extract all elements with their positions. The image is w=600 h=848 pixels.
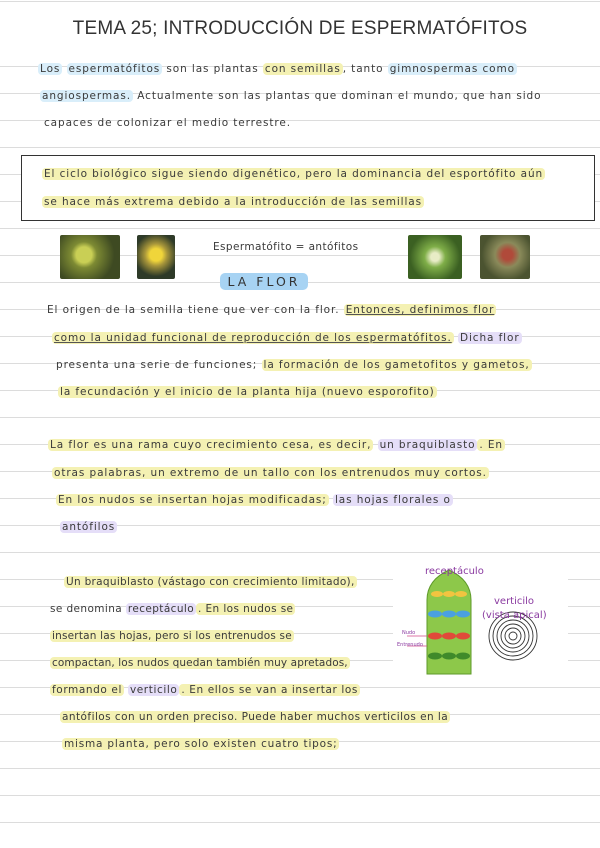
receptacle-label: receptáculo: [425, 566, 484, 577]
p1-text: la formación de los gametofitos y gametos,: [263, 359, 530, 371]
term-antofilos: antófilos: [62, 521, 116, 533]
p2-line-3: [56, 493, 453, 507]
p1-text: Dicha flor: [459, 332, 520, 344]
intro-text: , tanto: [342, 63, 384, 75]
p3-text: antófilos con un orden preciso. Puede haber muchos verticilos en la: [62, 711, 449, 723]
section-title: LA FLOR: [220, 273, 308, 290]
p3-line-3: [50, 629, 294, 643]
flower-photo-4: [480, 235, 530, 279]
verticilo-label: verticilo: [494, 596, 535, 607]
p3-text: insertan las hojas, pero si los entrenudos se: [52, 630, 292, 642]
flower-photo-2: [137, 235, 175, 279]
p3-text: formando el: [52, 684, 122, 696]
p3-line-6: [60, 710, 450, 724]
term-con-semillas: con semillas: [264, 63, 341, 75]
p1-line-4: [58, 385, 437, 399]
intro-line-3: capaces de colonizar el medio terrestre.: [44, 117, 291, 129]
box-line-2: [42, 195, 424, 209]
equation-text: Espermatófito = antófitos: [213, 241, 359, 253]
p3-text: . En los nudos se: [198, 603, 294, 615]
p3-text: . En ellos se van a insertar los: [181, 684, 358, 696]
p2-text: . En: [479, 439, 503, 451]
p1-text: la fecundación y el inicio de la planta hija (nuevo esporofito): [60, 386, 435, 398]
box-text: El ciclo biológico sigue siendo digenético, pero la dominancia del esportófito aún: [44, 168, 544, 180]
flower-definition: como la unidad funcional de reproducción de los espermatófitos.: [54, 332, 452, 344]
p2-text: La flor es una rama cuyo crecimiento cesa, es decir,: [50, 439, 372, 451]
flower-definition: Entonces, definimos flor: [345, 304, 495, 316]
p3-text: se denomina: [50, 603, 123, 615]
p2-line-4: [60, 520, 117, 534]
p1-text: El origen de la semilla tiene que ver con la flor.: [47, 304, 340, 316]
p3-line-5: [50, 683, 360, 697]
flower-photo-1: [60, 235, 120, 279]
p3-line-1: [64, 575, 357, 589]
p3-text: Un braquiblasto (vástago con crecimiento limitado),: [66, 576, 355, 588]
p2-line-2: [52, 466, 489, 480]
intro-text: son las plantas: [166, 63, 259, 75]
p3-line-7: [62, 737, 339, 751]
p3-text: misma planta, pero solo existen cuatro tipos;: [64, 738, 338, 750]
term-espermatofitos: espermatófitos: [68, 63, 161, 75]
term-braquiblasto: un braquiblasto: [379, 439, 476, 451]
term-hojas-florales: las hojas florales o: [334, 494, 451, 506]
apical-view-label: (vista apical): [482, 610, 547, 621]
term-receptaculo: receptáculo: [127, 603, 195, 615]
p3-line-4: [50, 656, 350, 670]
p2-line-1: [48, 438, 505, 452]
intro-text: Actualmente son las plantas que dominan el mundo, que han sido: [137, 90, 542, 102]
receptacle-diagram: [393, 556, 568, 676]
intro-text: Los: [40, 63, 61, 75]
box-text: se hace más extrema debido a la introducción de las semillas: [44, 196, 422, 208]
p3-line-2: [50, 602, 295, 616]
p1-line-1: [47, 303, 496, 317]
term-verticilo: verticilo: [129, 684, 178, 696]
p2-text: otras palabras, un extremo de un tallo con los entrenudos muy cortos.: [54, 467, 487, 479]
intro-line-2: [40, 89, 541, 103]
box-line-1: [42, 167, 545, 181]
page-title: TEMA 25; INTRODUCCIÓN DE ESPERMATÓFITOS: [0, 16, 600, 42]
highlight-box: [21, 155, 595, 221]
intro-line-1: [38, 62, 517, 76]
flower-photo-3: [408, 235, 462, 279]
p1-text: presenta una serie de funciones;: [56, 359, 258, 371]
p1-line-2: [52, 331, 522, 345]
p2-text: En los nudos se insertan hojas modificadas;: [58, 494, 327, 506]
entrenudo-label: Entrenudo: [397, 642, 423, 648]
p1-line-3: [56, 358, 532, 372]
term-gimnospermas: gimnospermas como: [389, 63, 515, 75]
term-angiospermas: angiospermas.: [42, 90, 131, 102]
p3-text: compactan, los nudos quedan también muy apretados,: [52, 657, 348, 669]
nudo-label: Nudo: [402, 630, 416, 636]
